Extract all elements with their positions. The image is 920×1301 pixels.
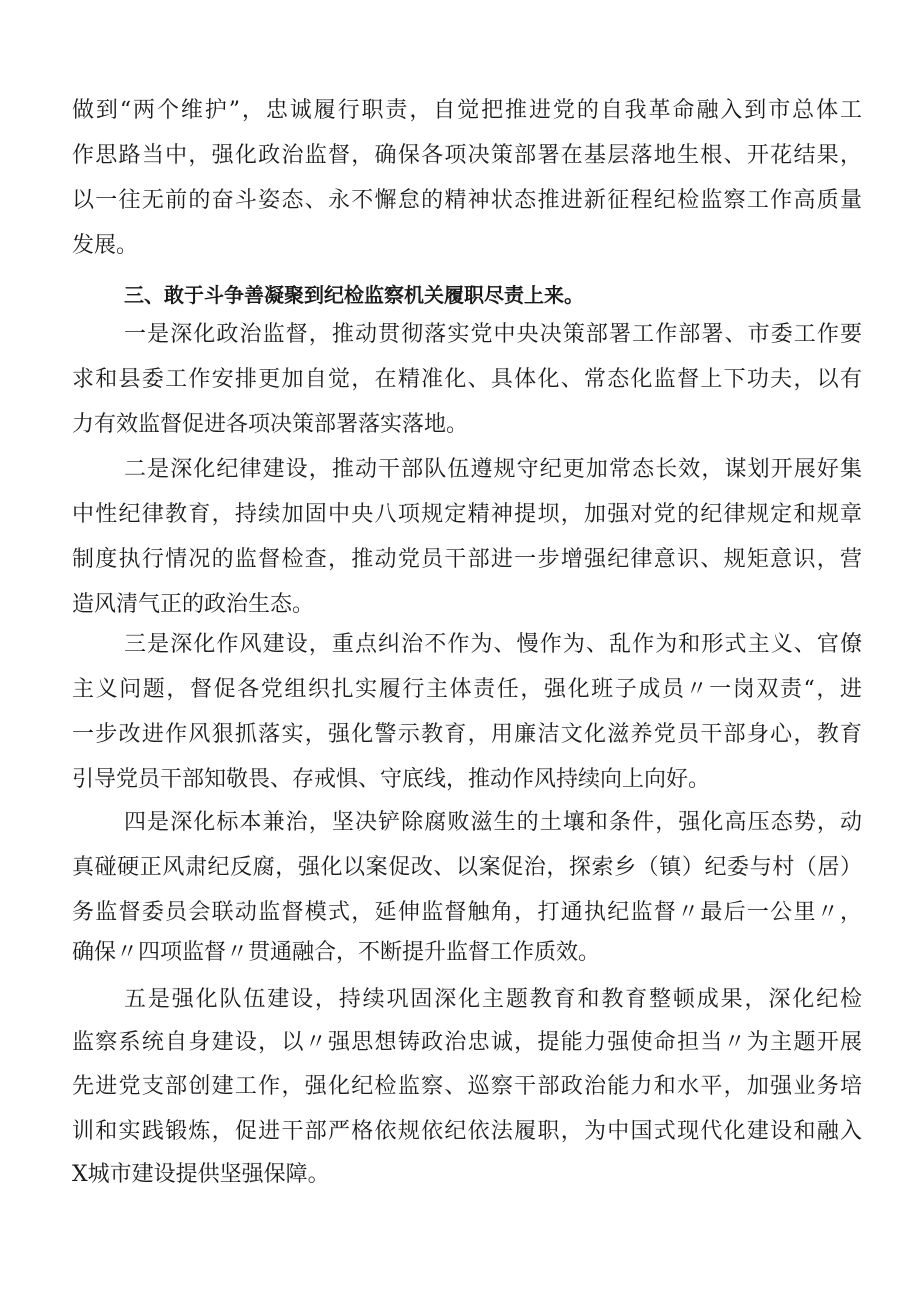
paragraph-line: 制度执行情况的监督检查，推动党员干部进一步增强纪律意识、规矩意识，营 <box>72 547 862 572</box>
paragraph-line: 主义问题，督促各党组织扎实履行主体责任，强化班子成员〃一岗双责“，进 <box>72 677 862 702</box>
paragraph-line: 引导党员干部知敬畏、存戒惧、守底线，推动作风持续向上向好。 <box>72 767 711 792</box>
paragraph-line: 三是深化作风建设，重点纠治不作为、慢作为、乱作为和形式主义、官僚 <box>124 632 862 657</box>
paragraph-line: X城市建设提供坚强保障。 <box>72 1162 330 1187</box>
paragraph-line: 造风清气正的政治生态。 <box>72 592 315 617</box>
section-heading: 三、敢于斗争善凝聚到纪检监察机关履职尽责上来。 <box>124 283 584 307</box>
paragraph-line: 确保〃四项监督〃贯通融合，不断提升监督工作质效。 <box>72 940 601 965</box>
paragraph-line: 做到“两个维护”，忠诚履行职责，自觉把推进党的自我革命融入到市总体工 <box>72 98 862 123</box>
paragraph-line: 先进党支部创建工作，强化纪检监察、巡察干部政治能力和水平，加强业务培 <box>72 1074 862 1099</box>
paragraph-line: 训和实践锻炼，促进干部严格依规依纪依法履职，为中国式现代化建设和融入 <box>72 1119 862 1144</box>
paragraph-line: 一步改进作风狠抓落实，强化警示教育，用廉洁文化滋养党员干部身心，教育 <box>72 722 862 747</box>
paragraph-line: 五是强化队伍建设，持续巩固深化主题教育和教育整顿成果，深化纪检 <box>124 987 862 1012</box>
paragraph-line: 二是深化纪律建设，推动干部队伍遵规守纪更加常态长效，谋划开展好集 <box>124 457 862 482</box>
paragraph-line: 务监督委员会联动监督模式，延伸监督触角，打通执纪监督〃最后一公里〃， <box>72 900 862 925</box>
paragraph-line: 中性纪律教育，持续加固中央八项规定精神提坝，加强对党的纪律规定和规章 <box>72 502 862 527</box>
paragraph-line: 力有效监督促进各项决策部署落实落地。 <box>72 412 469 437</box>
paragraph-line: 发展。 <box>72 233 139 258</box>
paragraph-line: 作思路当中，强化政治监督，确保各项决策部署在基层落地生根、开花结果， <box>72 143 862 168</box>
paragraph-line: 真碰硬正风肃纪反腐，强化以案促改、以案促治，探索乡（镇）纪委与村（居） <box>72 855 862 880</box>
paragraph-line: 求和县委工作安排更加自觉，在精准化、具体化、常态化监督上下功夫，以有 <box>72 367 862 392</box>
paragraph-line: 一是深化政治监督，推动贯彻落实党中央决策部署工作部署、市委工作要 <box>124 322 862 347</box>
paragraph-line: 以一往无前的奋斗姿态、永不懈怠的精神状态推进新征程纪检监察工作高质量 <box>72 188 862 213</box>
paragraph-line: 四是深化标本兼治，坚决铲除腐败滋生的土壤和条件，强化高压态势，动 <box>124 810 862 835</box>
paragraph-line: 监察系统自身建设，以〃强思想铸政治忠诚，提能力强使命担当〃为主题开展 <box>72 1030 862 1055</box>
